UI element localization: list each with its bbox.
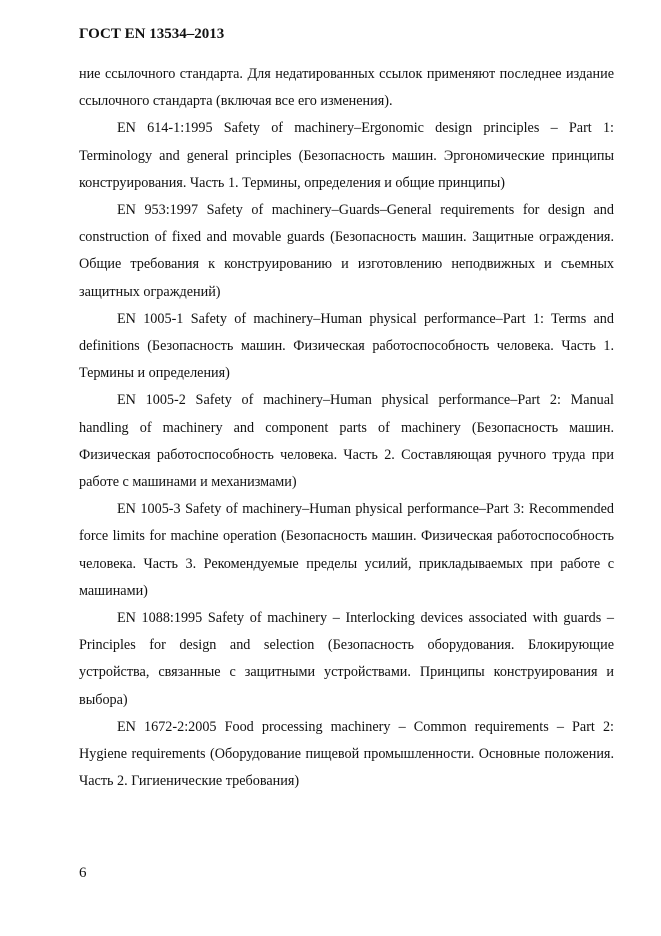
page-number: 6 xyxy=(79,865,87,881)
reference-en-1088: EN 1088:1995 Safety of machinery – Interlocking devices associated with guards – Principles for design and selection (Безопасность оборудования. Блокирующие устройства, связанные с защитными устройствами. Принципы конструирования и выбора) xyxy=(79,610,614,708)
reference-en-1005-1: EN 1005-1 Safety of machinery–Human physical performance–Part 1: Terms and definitions (Безопасность машин. Физическая работоспособность человека. Часть 1. Термины и определения) xyxy=(79,310,614,382)
reference-en-1005-2: EN 1005-2 Safety of machinery–Human physical performance–Part 2: Manual handling of machinery and component parts of machinery (Безопасность машин. Физическая работоспособность человека. Часть 2. Составляющая ручного труда при работе с машинами и механизмами) xyxy=(79,392,614,491)
document-header-title: ГОСТ EN 13534–2013 xyxy=(79,26,225,42)
reference-en-953: EN 953:1997 Safety of machinery–Guards–General requirements for design and construction of fixed and movable guards (Безопасность машин. Защитные ограждения. Общие требования к конструированию и изготовлению неподвижных и съемных защитных ограждений) xyxy=(79,202,614,300)
paragraph-continuation: ние ссылочного стандарта. Для недатированных ссылок применяют последнее издание ссылочного стандарта (включая все его изменения). xyxy=(79,66,614,110)
reference-en-1672-2: EN 1672-2:2005 Food processing machinery – Common requirements – Part 2: Hygiene requirements (Оборудование пищевой промышленности. Основные положения. Часть 2. Гигиенические требования) xyxy=(79,718,614,790)
reference-en-1005-3: EN 1005-3 Safety of machinery–Human physical performance–Part 3: Recommended force limits for machine operation (Безопасность машин. Физическая работоспособность человека. Часть 3. Рекомендуемые пределы усилий, прикладываемых при работе с машинами) xyxy=(79,501,614,599)
document-body xyxy=(79,61,614,795)
reference-en-614-1: EN 614-1:1995 Safety of machinery–Ergonomic design principles – Part 1: Terminology and general principles (Безопасность машин. Эргономические принципы конструирования. Часть 1. Термины, определения и общие принципы) xyxy=(79,120,614,191)
